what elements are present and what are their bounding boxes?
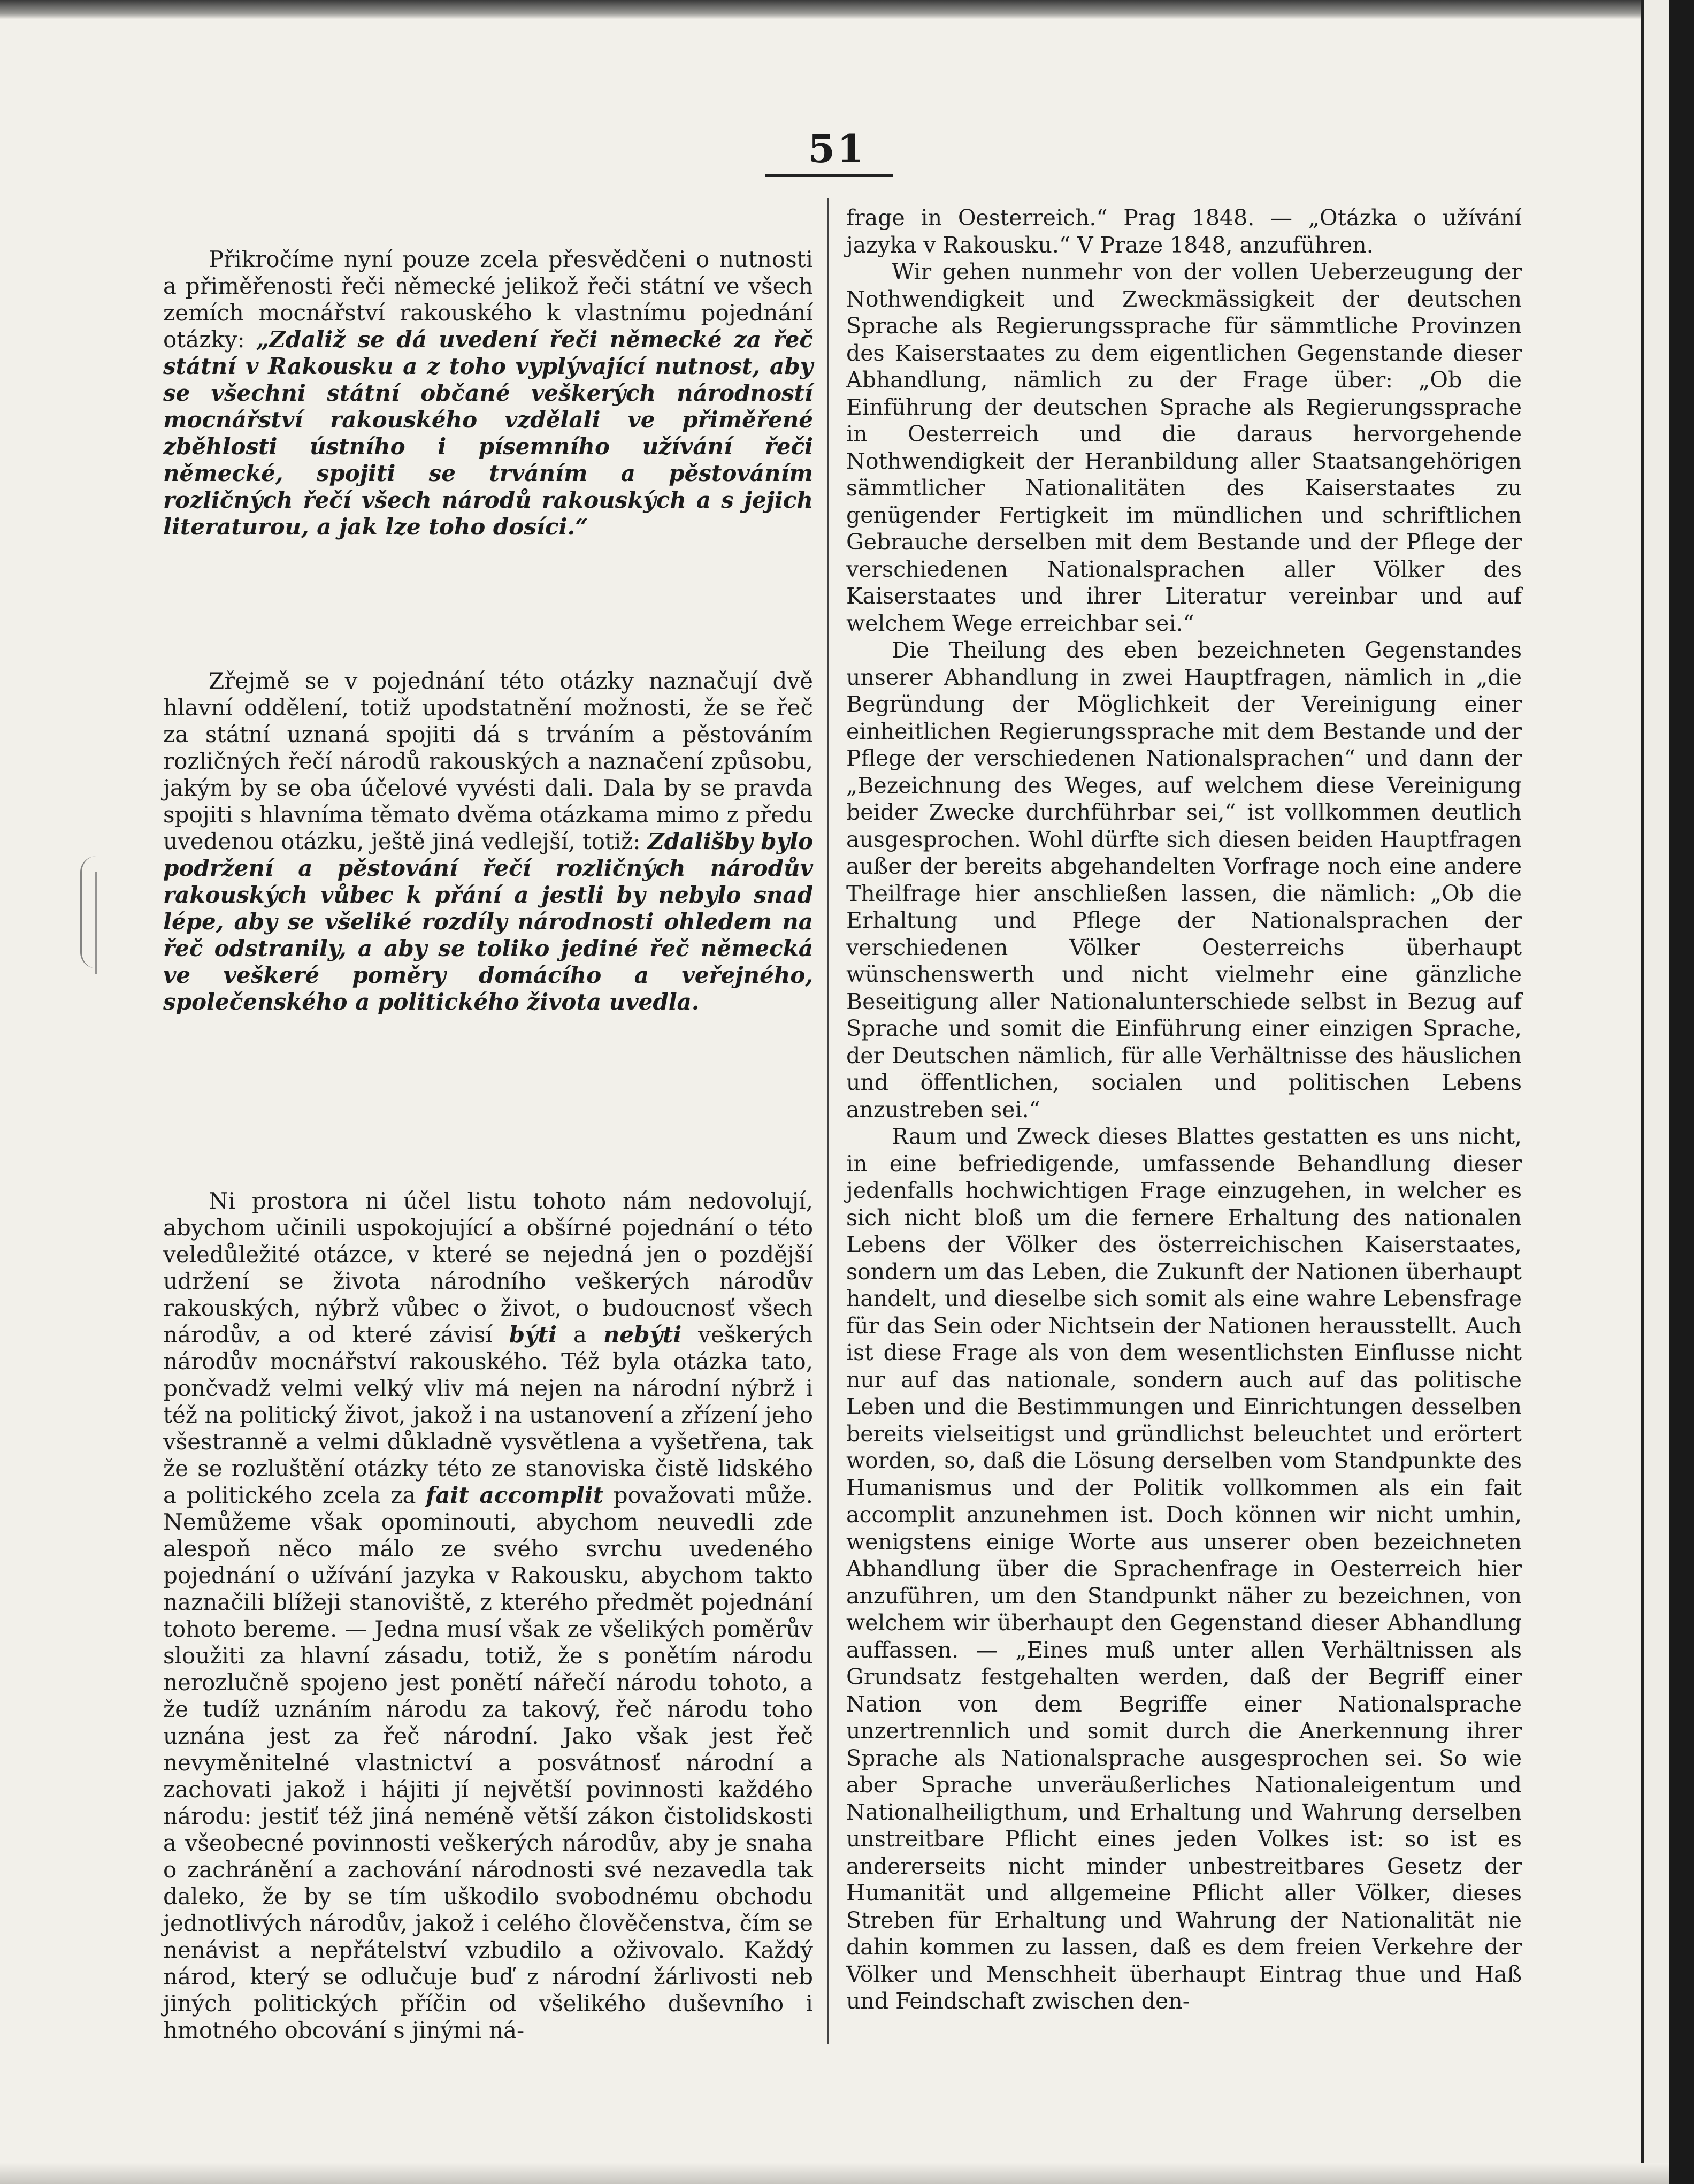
right-paragraph-2: Die Theilung des eben bezeichneten Gegenstandes unserer Abhandlung in zwei Hauptfragen, nämlich in „die Begründung der Möglichkeit der Vereinigung einer einheitlichen Regierungssprache mit dem Bestande und der Pflege der verschiedenen Nationalsprachen“ und dann der „Bezeichnung des Weges, auf welchem diese Vereinigung beider Zwecke durchführbar sei,“ ist vollkommen deutlich ausgesprochen. Wohl dürfte sich diesen beiden Hauptfragen außer der bereits abgehandelten Vorfrage noch eine andere Theilfrage hier anschließen lassen, die nämlich: „Ob die Erhaltung und Pflege der Nationalsprachen der verschiedenen Völker Oesterreichs überhaupt wünschenswerth und nicht vielmehr eine gänzliche Beseitigung aller Nationalunterschiede selbst in Bezug auf Sprache und somit die Einführung einer einzigen Sprache, der Deutschen nämlich, für alle Verhältnisse des häuslichen und öffentlichen, socialen und politischen Lebens anzustreben sei.“ <box>846 637 1522 1122</box>
left-p3-emph-nebyti: nebýti <box>603 1322 682 1348</box>
left-paragraph-2 <box>163 668 813 1015</box>
left-paragraph-1 <box>163 246 813 540</box>
left-p1-text: Přikročíme nyní pouze zcela přesvědčeni o nutnosti a přiměřenosti řeči německé jelikož řeči státní ve všech zemích mocnářství rakouského k vlastnímu pojednání otázky: <box>163 246 813 353</box>
left-column-czech <box>163 246 813 540</box>
left-column-czech-p2 <box>163 668 813 1015</box>
left-p3-emph-byti: býti <box>509 1322 557 1348</box>
left-paragraph-3 <box>163 1188 813 2044</box>
right-paragraph-1: Wir gehen nunmehr von der vollen Ueberzeugung der Nothwendigkeit und Zweckmässigkeit der deutschen Sprache als Regierungssprache für sämmtliche Provinzen des Kaiserstaates zu dem eigentlichen Gegenstande dieser Abhandlung, nämlich zu der Frage über: „Ob die Einführung der deutschen Sprache als Regierungssprache in Oesterreich und die daraus hervorgehende Nothwendigkeit der Heranbildung aller Staatsangehörigen sämmtlicher Nationalitäten des Kaiserstaates zu genügender Fertigkeit im mündlichen und schriftlichen Gebrauche derselben mit dem Bestande und der Pflege der verschiedenen Nationalsprachen aller Völker des Kaiserstaates und ihrer Literatur vereinbar und auf welchem Wege erreichbar sei.“ <box>846 259 1522 636</box>
page-number-rule <box>765 174 893 177</box>
left-p3-part-c: veškerých národův mocnářství rakouského. Též byla otázka tato, pončvadž velmi velký vliv má nejen na národní nýbrž i též na politický život, jakož i na ustanovení a zřízení jeho všestranně a velmi důkladně vysvětlena a vyšetřena, tak že se rozluštění otázky této ze stanoviska čistě lidského a politického zcela za <box>163 1322 813 1508</box>
scan-edge-bottom <box>0 2163 1669 2184</box>
left-p2-text: Zřejmě se v pojednání této otázky naznačují dvě hlavní oddělení, totiž upodstatnění možnosti, že se řeč za státní uznaná spojiti dá s trváním a pěstováním rozličných řečí národů rakouských a naznačení způsobu, jakým by se oba účelové vyvésti dali. Dala by se pravda spojiti s hlavníma těmato dvěma otázkama mimo z předu uvedenou otázku, ještě jiná vedlejší, totiž: <box>163 668 813 854</box>
right-paragraph-0: frage in Oesterreich.“ Prag 1848. — „Otázka o užívání jazyka v Rakousku.“ V Praze 1848, anzuführen. <box>846 205 1522 258</box>
left-p2-emphasis: Zdališby bylo podržení a pěstování řečí rozličných národův rakouských vůbec k přání a jestli by nebylo snad lépe, aby se všeliké rozdíly národnosti ohledem na řeč odstranily, a aby se toliko jediné řeč německá ve veškeré poměry domácího a veřejného, společenského a politického života uvedla. <box>163 828 813 1015</box>
scan-edge-top <box>0 0 1669 19</box>
left-column-czech-p3 <box>163 1188 813 2044</box>
right-column-german <box>846 204 1522 2015</box>
left-p1-emphasis: „Zdaliž se dá uvedení řeči německé za řeč státní v Rakousku a z toho vyplývající nutnost, aby se všechni státní občané veškerých národností mocnářství rakouského vzdělali ve přiměřené zběhlosti ústního i písemního užívání řeči německé, spojiti se trváním a pěstováním rozličných řečí všech národů rakouských a s jejich literaturou, a jak lze toho dosíci.“ <box>163 326 813 540</box>
margin-pencil-mark-2 <box>95 872 113 974</box>
left-p3-part-a: Ni prostora ni účel listu tohoto nám nedovolují, abychom učinili uspokojující a obšírné pojednání o této veledůležité otázce, v které se nejedná jen o pozdější udržení se života národního veškerých národův rakouských, nýbrž vůbec o život, o budoucnosť všech národův, a od které závisí <box>163 1188 813 1348</box>
page-number: 51 <box>808 126 867 171</box>
left-p3-emph-fait-accomplit: fait accomplit <box>426 1482 604 1508</box>
column-divider <box>827 198 829 2044</box>
right-paragraph-3: Raum und Zweck dieses Blattes gestatten es uns nicht, in eine befriedigende, umfassende Behandlung dieser jedenfalls hochwichtigen Frage einzugehen, in welcher es sich nicht bloß um die fernere Erhaltung des nationalen Lebens der Völker des österreichischen Kaiserstaates, sondern um das Leben, die Zukunft der Nationen überhaupt handelt, und dieselbe sich somit als eine wahre Lebensfrage für das Sein oder Nichtsein der Nationen herausstellt. Auch ist diese Frage als von dem wesentlichsten Einflusse nicht nur auf das nationale, sondern auch auf das politische Leben und die Bestimmungen und Einrichtungen desselben bereits vielseitigst und gründlichst beleuchtet und erörtert worden, so, daß die Lösung derselben vom Standpunkte des Humanismus und der Politik vollkommen als ein fait accomplit anzunehmen ist. Doch können wir nicht umhin, wenigstens einige Worte aus unserer oben bezeichneten Abhandlung über die Sprachenfrage in Oesterreich hier anzuführen, um den Standpunkt näher zu bezeichnen, von welchem wir überhaupt den Gegenstand dieser Abhandlung auffassen. — „Eines muß unter allen Verhältnissen als Grundsatz festgehalten werden, daß der Begriff einer Nation von dem Begriffe einer Nationalsprache unzertrennlich und somit durch die Anerkennung ihrer Sprache als Nationalsprache ausgesprochen sei. So wie aber Sprache unveräußerliches Nationaleigentum und Nationalheiligthum, und Erhaltung und Wahrung derselben unstreitbare Pflicht eines jeden Volkes ist: so ist es andererseits nicht minder unbestreitbares Gesetz der Humanität und allgemeine Pflicht aller Völker, dieses Streben für Erhaltung und Wahrung der Nationalität nie dahin kommen zu lassen, daß es dem freien Verkehre der Völker und Menschheit überhaupt Eintrag thue und Haß und Feindschaft zwischen den- <box>846 1124 1522 2014</box>
left-p3-part-b: a <box>556 1322 603 1348</box>
scan-edge-right <box>1641 0 1669 2184</box>
left-p3-part-d: považovati může. Nemůžeme však opominouti, abychom neuvedli zde alespoň něco málo ze svého svrchu uvedeného pojednání o užívání jazyka v Rakousku, abychom takto naznačili blížeji stanoviště, z kterého předmět pojednání tohoto bereme. — Jedna musí však ze všelikých poměrův sloužiti za hlavní zásadu, totiž, že s ponětím národu nerozlučně spojeno jest ponětí nářečí národu tohoto, a že tudíž uznáním národu za takový, řeč národu toho uznána jest za řeč národní. Jako však jest řeč nevyměnitelné vlastnictví a posvátnosť národní a zachovati jakož i hájiti jí největší povinnosti každého národu: jestiť též jiná neméně větší zákon čistolidskosti a všeobecné povinnosti veškerých národův, aby je snaha o zachránění a zachování národnosti své nezavedla tak daleko, že by se tím uškodilo svobodnému obchodu jednotlivých národův, jakož i celého člověčenstva, čím se nenávist a nepřátelství vzbudilo a oživovalo. Každý národ, který se odlučuje buď z národní žárlivosti neb jiných politických příčin od všelikého duševního i hmotného obcování s jinými ná- <box>163 1482 813 2043</box>
